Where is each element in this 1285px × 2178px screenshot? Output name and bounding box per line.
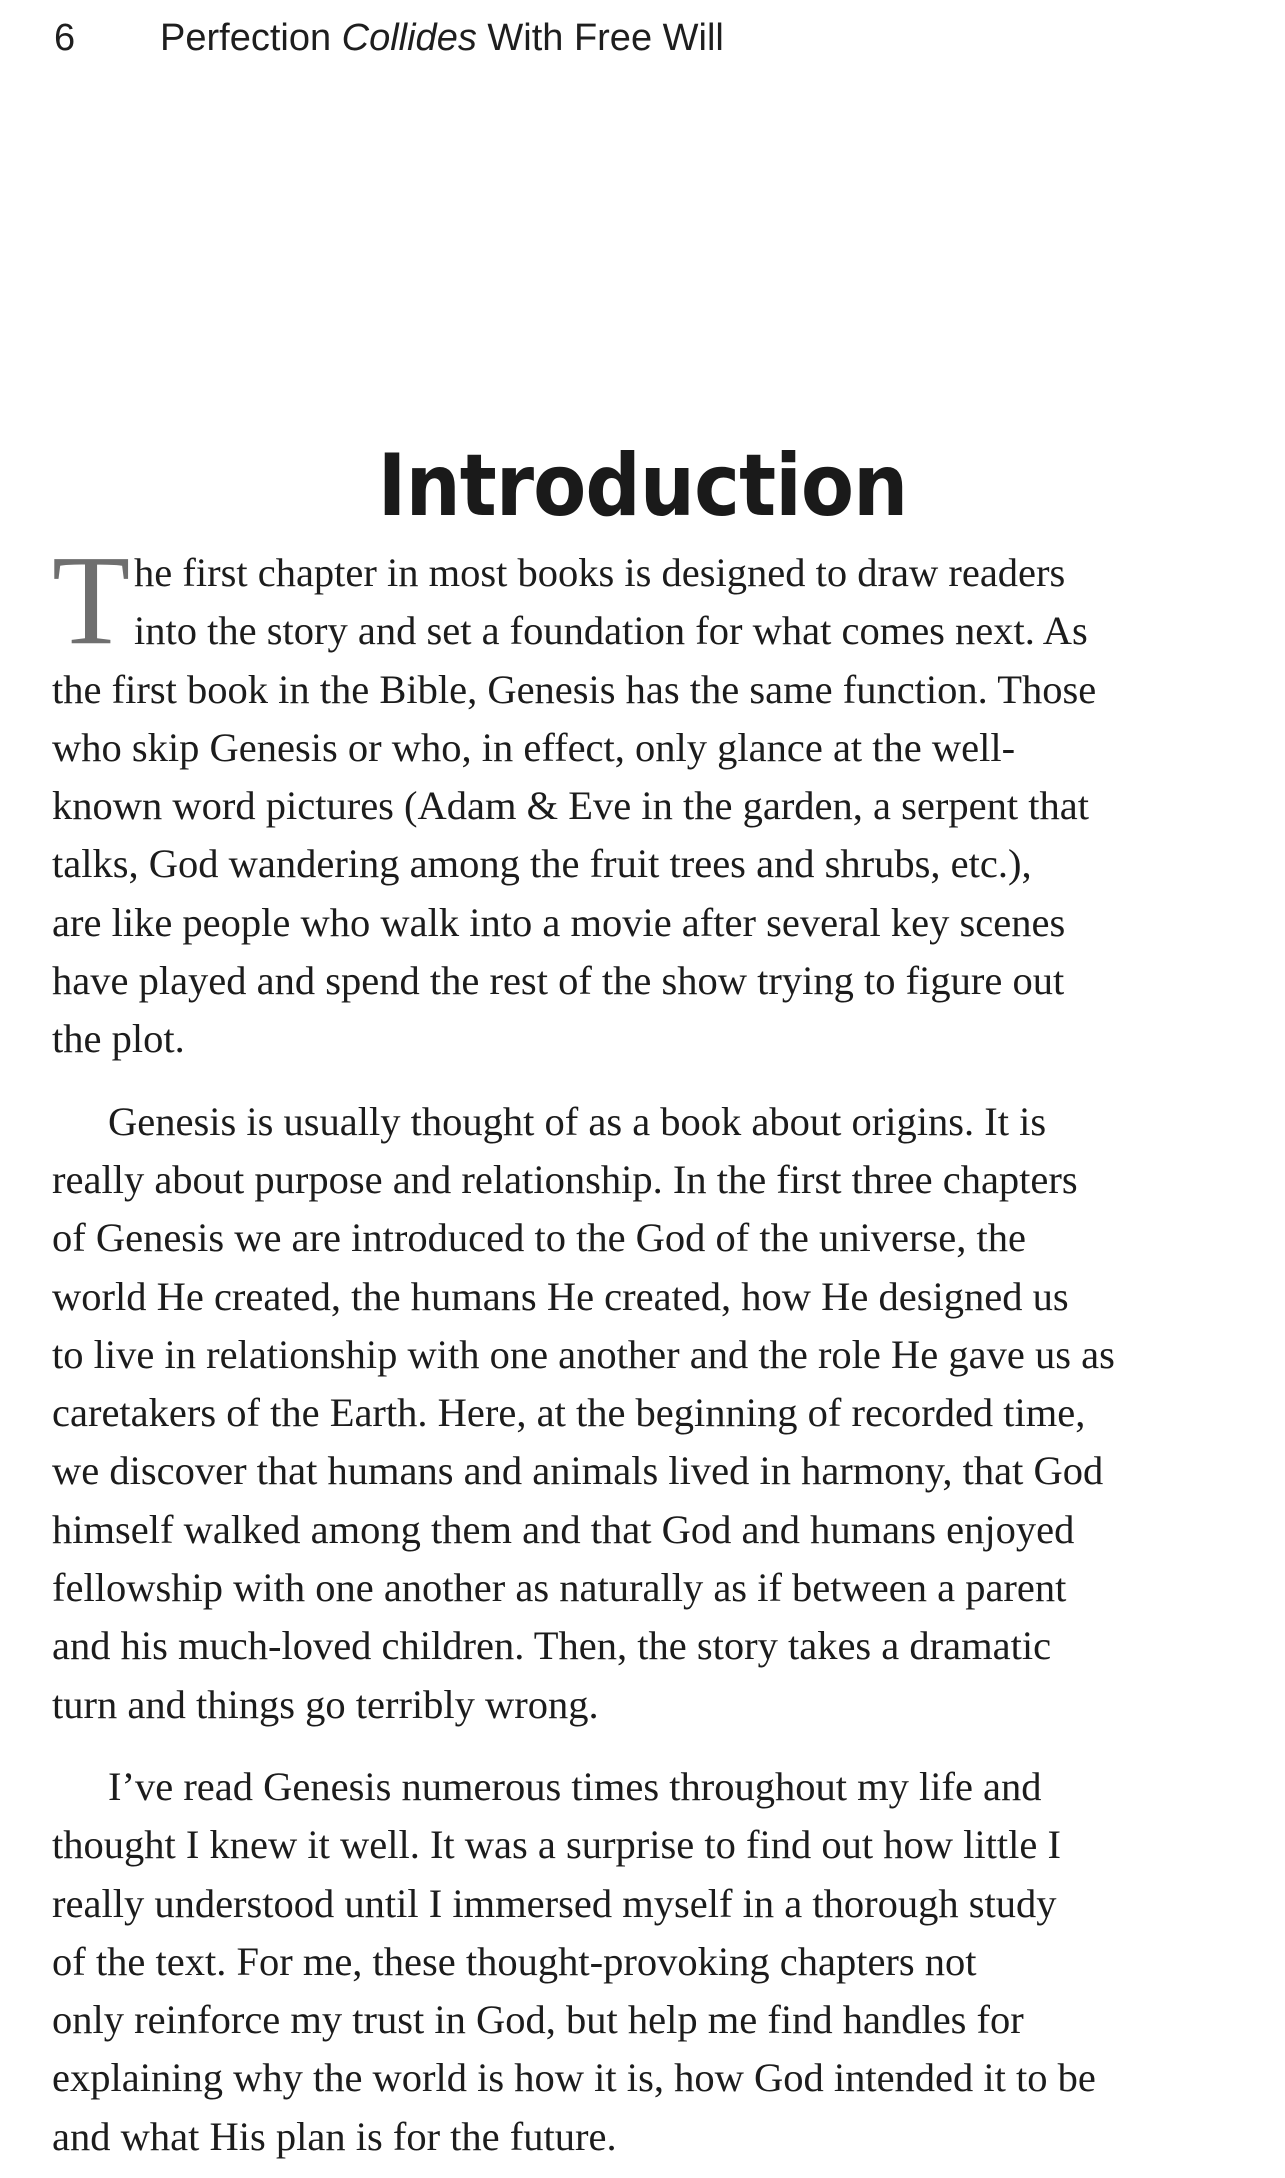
text-line: explaining why the world is how it is, how God intended it to be [52,2055,1096,2101]
running-header [54,14,724,62]
text-line: he first chapter in most books is designed to draw readers [134,550,1066,595]
text-line: thought I knew it well. It was a surprise to find out how little I [52,1822,1061,1868]
text-line: really about purpose and relationship. In the first three chapters [52,1156,1078,1202]
text-line: fellowship with one another as naturally as if between a parent [52,1565,1067,1611]
text-line: to live in relationship with one another and the role He gave us as [52,1331,1115,1377]
book-title [160,17,724,59]
paragraph-2 [52,1093,1252,1734]
book-title-italic-word: Collides [341,17,477,59]
text-line: I’ve read Genesis numerous times throughout my life and [108,1763,1042,1809]
text-line: and his much-loved children. Then, the story takes a dramatic [52,1623,1052,1669]
text-line: caretakers of the Earth. Here, at the beginning of recorded time, [52,1390,1086,1436]
text-line: world He created, the humans He created, how He designed us [52,1273,1069,1319]
body-text [52,529,1252,2166]
page-number: 6 [54,17,76,59]
text-line: known word pictures (Adam & Eve in the garden, a serpent that [52,783,1089,829]
text-line: turn and things go terribly wrong. [52,1681,599,1727]
book-title-end: With Free Will [476,17,724,59]
text-line: have played and spend the rest of the show trying to figure out [52,958,1065,1004]
text-line: the plot. [52,1016,185,1062]
text-line: the first book in the Bible, Genesis has the same function. Those [52,666,1097,712]
text-line: talks, God wandering among the fruit trees and shrubs, etc.), [52,841,1032,887]
paragraph-1 [52,529,1252,1069]
drop-cap: T [52,529,131,671]
text-line: Genesis is usually thought of as a book about origins. It is [108,1098,1047,1144]
text-line: and what His plan is for the future. [52,2113,617,2159]
text-line: into the story and set a foundation for what comes next. As [134,608,1088,654]
text-line: really understood until I immersed myself in a thorough study [52,1880,1057,1926]
paragraph-3 [52,1758,1252,2166]
text-line: of the text. For me, these thought-provoking chapters not [52,1938,977,1984]
text-line: only reinforce my trust in God, but help me find handles for [52,1997,1024,2043]
chapter-title: Introduction [377,435,908,536]
text-line: who skip Genesis or who, in effect, only glance at the well- [52,724,1016,770]
book-title-start: Perfection [160,17,342,59]
text-line: of Genesis we are introduced to the God of the universe, the [52,1215,1026,1261]
text-line: himself walked among them and that God and humans enjoyed [52,1506,1075,1552]
text-line: we discover that humans and animals lived in harmony, that God [52,1448,1104,1494]
text-line: are like people who walk into a movie after several key scenes [52,899,1066,945]
